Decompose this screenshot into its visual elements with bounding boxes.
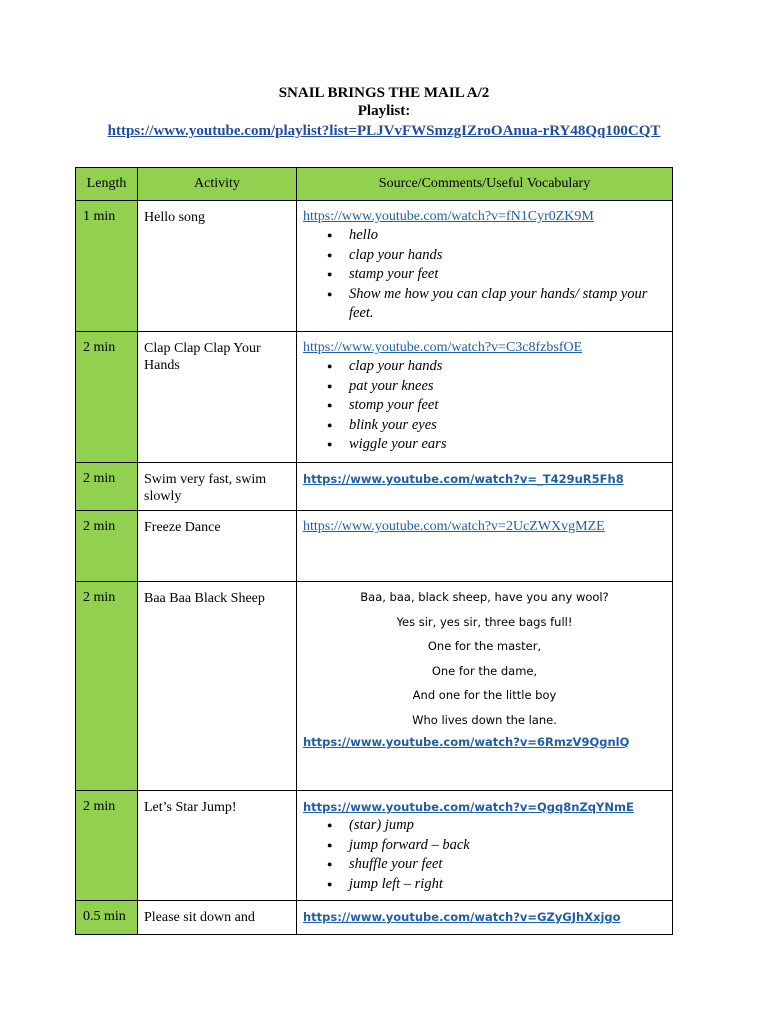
video-link[interactable]: https://www.youtube.com/watch?v=6RmzV9QgnlQ [303,735,630,749]
document-header [0,84,768,142]
activity-cell: Let’s Star Jump! [138,791,297,901]
activity-cell: Freeze Dance [138,511,297,582]
list-item: ● jump forward – back [349,836,666,856]
vocabulary-list [303,816,666,894]
activity-cell: Please sit down and [138,901,297,935]
length-cell: 2 min [76,463,138,511]
source-cell [297,901,673,935]
source-cell [297,332,673,463]
table-row [76,332,673,463]
list-item: ● clap your hands [349,357,666,377]
list-item: ● clap your hands [349,246,666,266]
list-item: ● shuffle your feet [349,855,666,875]
length-cell: 1 min [76,201,138,332]
rhyme-lyrics [303,585,666,732]
length-cell: 2 min [76,582,138,791]
activity-cell: Baa Baa Black Sheep [138,582,297,791]
video-link[interactable]: https://www.youtube.com/watch?v=GZyGJhXxjgo [303,910,621,924]
playlist-label: Playlist: [357,103,411,119]
video-link[interactable]: https://www.youtube.com/watch?v=C3c8fzbsfOE [303,340,583,355]
table-row [76,511,673,582]
vocabulary-list [303,226,666,324]
source-cell [297,511,673,582]
lyric-line: One for the master, [427,639,542,653]
source-cell [297,201,673,332]
table-row [76,901,673,935]
lyric-line: And one for the little boy [412,688,557,702]
length-cell: 2 min [76,791,138,901]
video-link[interactable]: https://www.youtube.com/watch?v=2UcZWXvgMZE [303,519,605,534]
activity-cell: Hello song [138,201,297,332]
list-item: ● stomp your feet [349,396,666,416]
video-link[interactable]: https://www.youtube.com/watch?v=fN1Cyr0ZK9M [303,209,594,224]
document-title: SNAIL BRINGS THE MAIL A/2 [278,85,490,101]
lyric-line: Baa, baa, black sheep, have you any wool? [360,590,609,604]
source-cell [297,791,673,901]
lyric-line: Yes sir, yes sir, three bags full! [396,614,573,629]
column-header-length: Length [76,168,138,201]
video-link[interactable]: https://www.youtube.com/watch?v=Qgq8nZqYNmE [303,800,634,814]
video-link[interactable]: https://www.youtube.com/watch?v=_T429uR5Fh8 [303,472,624,486]
list-item: ● pat your knees [349,377,666,397]
column-header-source: Source/Comments/Useful Vocabulary [297,168,673,201]
table-row [76,201,673,332]
list-item: ● Show me how you can clap your hands/ stamp your feet. [349,285,666,324]
lyric-line: Who lives down the lane. [412,712,557,727]
length-cell: 2 min [76,332,138,463]
playlist-link[interactable]: https://www.youtube.com/playlist?list=PLJVvFWSmzgIZroOAnua-rRY48Qq100CQT [107,123,661,139]
activity-cell: Swim very fast, swim slowly [138,463,297,511]
length-cell: 0.5 min [76,901,138,935]
list-item: ● (star) jump [349,816,666,836]
table-row [76,582,673,791]
list-item: ● stamp your feet [349,265,666,285]
list-item: ● jump left – right [349,875,666,895]
activity-cell: Clap Clap Clap Your Hands [138,332,297,463]
source-cell [297,582,673,791]
list-item: ● wiggle your ears [349,435,666,455]
lesson-plan-table [75,167,673,935]
source-cell [297,463,673,511]
column-header-activity: Activity [138,168,297,201]
list-item: ● blink your eyes [349,416,666,436]
table-row [76,463,673,511]
table-row [76,791,673,901]
table-header-row [76,168,673,201]
vocabulary-list [303,357,666,455]
lyric-line: One for the dame, [431,663,538,678]
length-cell: 2 min [76,511,138,582]
list-item: ● hello [349,226,666,246]
